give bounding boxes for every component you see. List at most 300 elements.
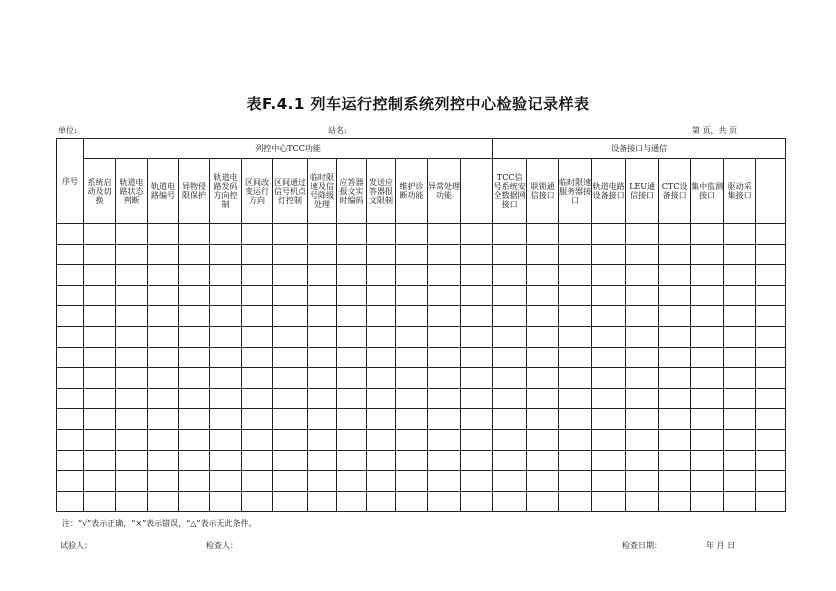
record-cell[interactable] [592, 347, 626, 368]
record-cell[interactable] [273, 429, 308, 450]
record-cell[interactable] [84, 347, 116, 368]
record-cell[interactable] [493, 368, 527, 389]
record-cell[interactable] [691, 326, 724, 347]
record-cell[interactable] [592, 409, 626, 430]
record-cell[interactable] [148, 306, 179, 327]
record-cell[interactable] [428, 450, 461, 471]
record-cell[interactable] [592, 388, 626, 409]
record-cell[interactable] [337, 306, 367, 327]
record-cell[interactable] [337, 285, 367, 306]
record-cell[interactable] [116, 409, 148, 430]
record-cell[interactable] [626, 409, 659, 430]
record-cell[interactable] [148, 347, 179, 368]
record-cell[interactable] [367, 409, 396, 430]
record-cell[interactable] [724, 368, 756, 389]
record-cell[interactable] [691, 224, 724, 245]
record-cell[interactable] [659, 491, 691, 512]
record-cell[interactable] [179, 326, 210, 347]
record-cell[interactable] [428, 388, 461, 409]
record-cell[interactable] [210, 265, 242, 286]
record-cell[interactable] [273, 244, 308, 265]
record-cell[interactable] [626, 347, 659, 368]
record-cell[interactable] [461, 471, 493, 492]
record-cell[interactable] [461, 244, 493, 265]
record-cell[interactable] [592, 265, 626, 286]
record-cell[interactable] [527, 285, 559, 306]
record-cell[interactable] [84, 471, 116, 492]
record-cell[interactable] [84, 306, 116, 327]
record-cell[interactable] [308, 471, 337, 492]
record-cell[interactable] [337, 244, 367, 265]
record-cell[interactable] [659, 388, 691, 409]
record-cell[interactable] [493, 429, 527, 450]
record-cell[interactable] [116, 265, 148, 286]
record-cell[interactable] [527, 429, 559, 450]
record-cell[interactable] [559, 265, 592, 286]
record-cell[interactable] [84, 409, 116, 430]
record-cell[interactable] [756, 347, 786, 368]
record-cell[interactable] [308, 429, 337, 450]
record-cell[interactable] [428, 265, 461, 286]
record-cell[interactable] [461, 409, 493, 430]
record-cell[interactable] [659, 306, 691, 327]
record-cell[interactable] [367, 244, 396, 265]
record-cell[interactable] [592, 285, 626, 306]
record-cell[interactable] [559, 306, 592, 327]
record-cell[interactable] [367, 388, 396, 409]
record-cell[interactable] [396, 491, 428, 512]
record-cell[interactable] [428, 368, 461, 389]
record-cell[interactable] [396, 429, 428, 450]
record-cell[interactable] [337, 409, 367, 430]
record-cell[interactable] [308, 450, 337, 471]
record-cell[interactable] [148, 409, 179, 430]
record-cell[interactable] [210, 409, 242, 430]
record-cell[interactable] [461, 368, 493, 389]
record-cell[interactable] [493, 326, 527, 347]
record-cell[interactable] [559, 224, 592, 245]
record-cell[interactable] [116, 244, 148, 265]
record-cell[interactable] [691, 306, 724, 327]
record-cell[interactable] [84, 491, 116, 512]
record-cell[interactable] [493, 491, 527, 512]
record-cell[interactable] [242, 285, 273, 306]
record-cell[interactable] [148, 450, 179, 471]
record-cell[interactable] [527, 347, 559, 368]
record-cell[interactable] [756, 224, 786, 245]
record-cell[interactable] [626, 429, 659, 450]
record-cell[interactable] [626, 388, 659, 409]
record-cell[interactable] [273, 224, 308, 245]
record-cell[interactable] [428, 326, 461, 347]
record-cell[interactable] [626, 306, 659, 327]
record-cell[interactable] [337, 429, 367, 450]
record-cell[interactable] [659, 285, 691, 306]
record-cell[interactable] [461, 429, 493, 450]
record-cell[interactable] [396, 326, 428, 347]
record-cell[interactable] [116, 347, 148, 368]
record-cell[interactable] [210, 306, 242, 327]
record-cell[interactable] [724, 491, 756, 512]
record-cell[interactable] [273, 285, 308, 306]
record-cell[interactable] [527, 244, 559, 265]
record-cell[interactable] [428, 244, 461, 265]
record-cell[interactable] [691, 450, 724, 471]
seq-cell[interactable] [57, 409, 84, 430]
record-cell[interactable] [527, 388, 559, 409]
record-cell[interactable] [148, 326, 179, 347]
seq-cell[interactable] [57, 285, 84, 306]
record-cell[interactable] [337, 326, 367, 347]
record-cell[interactable] [367, 491, 396, 512]
record-cell[interactable] [308, 347, 337, 368]
record-cell[interactable] [337, 450, 367, 471]
record-cell[interactable] [273, 450, 308, 471]
record-cell[interactable] [396, 471, 428, 492]
record-cell[interactable] [396, 265, 428, 286]
record-cell[interactable] [756, 244, 786, 265]
record-cell[interactable] [242, 326, 273, 347]
record-cell[interactable] [659, 265, 691, 286]
record-cell[interactable] [659, 347, 691, 368]
record-cell[interactable] [242, 471, 273, 492]
record-cell[interactable] [691, 347, 724, 368]
record-cell[interactable] [148, 471, 179, 492]
record-cell[interactable] [691, 368, 724, 389]
seq-cell[interactable] [57, 429, 84, 450]
seq-cell[interactable] [57, 244, 84, 265]
record-cell[interactable] [242, 429, 273, 450]
record-cell[interactable] [84, 368, 116, 389]
record-cell[interactable] [626, 285, 659, 306]
record-cell[interactable] [724, 409, 756, 430]
record-cell[interactable] [396, 285, 428, 306]
record-cell[interactable] [242, 368, 273, 389]
record-cell[interactable] [724, 347, 756, 368]
record-cell[interactable] [527, 326, 559, 347]
record-cell[interactable] [367, 368, 396, 389]
record-cell[interactable] [559, 388, 592, 409]
record-cell[interactable] [461, 224, 493, 245]
record-cell[interactable] [210, 388, 242, 409]
record-cell[interactable] [659, 409, 691, 430]
record-cell[interactable] [724, 450, 756, 471]
record-cell[interactable] [527, 368, 559, 389]
record-cell[interactable] [367, 471, 396, 492]
record-cell[interactable] [273, 491, 308, 512]
record-cell[interactable] [148, 429, 179, 450]
record-cell[interactable] [116, 388, 148, 409]
record-cell[interactable] [273, 326, 308, 347]
record-cell[interactable] [308, 306, 337, 327]
record-cell[interactable] [659, 429, 691, 450]
record-cell[interactable] [756, 368, 786, 389]
record-cell[interactable] [308, 368, 337, 389]
record-cell[interactable] [527, 265, 559, 286]
record-cell[interactable] [84, 429, 116, 450]
record-cell[interactable] [724, 429, 756, 450]
record-cell[interactable] [396, 450, 428, 471]
record-cell[interactable] [493, 409, 527, 430]
record-cell[interactable] [527, 450, 559, 471]
record-cell[interactable] [337, 265, 367, 286]
record-cell[interactable] [756, 450, 786, 471]
record-cell[interactable] [337, 471, 367, 492]
record-cell[interactable] [756, 388, 786, 409]
record-cell[interactable] [116, 224, 148, 245]
seq-cell[interactable] [57, 347, 84, 368]
record-cell[interactable] [461, 347, 493, 368]
record-cell[interactable] [659, 326, 691, 347]
record-cell[interactable] [396, 409, 428, 430]
record-cell[interactable] [210, 244, 242, 265]
record-cell[interactable] [116, 491, 148, 512]
record-cell[interactable] [493, 265, 527, 286]
record-cell[interactable] [527, 306, 559, 327]
record-cell[interactable] [527, 471, 559, 492]
record-cell[interactable] [592, 471, 626, 492]
record-cell[interactable] [493, 244, 527, 265]
record-cell[interactable] [527, 409, 559, 430]
record-cell[interactable] [428, 471, 461, 492]
record-cell[interactable] [179, 429, 210, 450]
record-cell[interactable] [308, 409, 337, 430]
record-cell[interactable] [659, 450, 691, 471]
record-cell[interactable] [396, 368, 428, 389]
record-cell[interactable] [210, 326, 242, 347]
record-cell[interactable] [756, 429, 786, 450]
record-cell[interactable] [179, 306, 210, 327]
record-cell[interactable] [308, 388, 337, 409]
record-cell[interactable] [179, 388, 210, 409]
record-cell[interactable] [592, 306, 626, 327]
record-cell[interactable] [148, 285, 179, 306]
record-cell[interactable] [210, 368, 242, 389]
record-cell[interactable] [179, 471, 210, 492]
record-cell[interactable] [367, 326, 396, 347]
record-cell[interactable] [626, 368, 659, 389]
record-cell[interactable] [756, 491, 786, 512]
record-cell[interactable] [148, 224, 179, 245]
record-cell[interactable] [84, 265, 116, 286]
seq-cell[interactable] [57, 450, 84, 471]
record-cell[interactable] [308, 326, 337, 347]
record-cell[interactable] [559, 347, 592, 368]
record-cell[interactable] [724, 265, 756, 286]
record-cell[interactable] [559, 450, 592, 471]
record-cell[interactable] [756, 409, 786, 430]
record-cell[interactable] [367, 347, 396, 368]
record-cell[interactable] [691, 265, 724, 286]
record-cell[interactable] [592, 491, 626, 512]
record-cell[interactable] [210, 450, 242, 471]
seq-cell[interactable] [57, 471, 84, 492]
record-cell[interactable] [210, 224, 242, 245]
seq-cell[interactable] [57, 388, 84, 409]
record-cell[interactable] [148, 244, 179, 265]
record-cell[interactable] [179, 285, 210, 306]
record-cell[interactable] [592, 224, 626, 245]
record-cell[interactable] [396, 347, 428, 368]
record-cell[interactable] [559, 368, 592, 389]
record-cell[interactable] [367, 429, 396, 450]
record-cell[interactable] [592, 450, 626, 471]
record-cell[interactable] [84, 285, 116, 306]
record-cell[interactable] [179, 491, 210, 512]
record-cell[interactable] [179, 368, 210, 389]
seq-cell[interactable] [57, 491, 84, 512]
record-cell[interactable] [367, 450, 396, 471]
record-cell[interactable] [210, 347, 242, 368]
record-cell[interactable] [396, 306, 428, 327]
record-cell[interactable] [493, 347, 527, 368]
record-cell[interactable] [148, 265, 179, 286]
record-cell[interactable] [367, 224, 396, 245]
record-cell[interactable] [337, 347, 367, 368]
record-cell[interactable] [724, 388, 756, 409]
record-cell[interactable] [659, 471, 691, 492]
record-cell[interactable] [337, 388, 367, 409]
record-cell[interactable] [461, 326, 493, 347]
record-cell[interactable] [428, 409, 461, 430]
record-cell[interactable] [242, 409, 273, 430]
record-cell[interactable] [691, 491, 724, 512]
record-cell[interactable] [273, 368, 308, 389]
record-cell[interactable] [592, 368, 626, 389]
record-cell[interactable] [148, 491, 179, 512]
seq-cell[interactable] [57, 224, 84, 245]
record-cell[interactable] [367, 265, 396, 286]
record-cell[interactable] [626, 224, 659, 245]
record-cell[interactable] [210, 285, 242, 306]
record-cell[interactable] [691, 429, 724, 450]
record-cell[interactable] [273, 409, 308, 430]
record-cell[interactable] [493, 450, 527, 471]
record-cell[interactable] [116, 450, 148, 471]
record-cell[interactable] [179, 265, 210, 286]
record-cell[interactable] [626, 265, 659, 286]
record-cell[interactable] [626, 450, 659, 471]
record-cell[interactable] [84, 326, 116, 347]
record-cell[interactable] [756, 326, 786, 347]
record-cell[interactable] [559, 326, 592, 347]
record-cell[interactable] [461, 491, 493, 512]
record-cell[interactable] [626, 471, 659, 492]
record-cell[interactable] [493, 306, 527, 327]
record-cell[interactable] [493, 285, 527, 306]
record-cell[interactable] [396, 244, 428, 265]
record-cell[interactable] [559, 285, 592, 306]
record-cell[interactable] [337, 491, 367, 512]
record-cell[interactable] [308, 265, 337, 286]
record-cell[interactable] [396, 388, 428, 409]
record-cell[interactable] [461, 306, 493, 327]
seq-cell[interactable] [57, 306, 84, 327]
record-cell[interactable] [308, 491, 337, 512]
record-cell[interactable] [559, 491, 592, 512]
record-cell[interactable] [428, 347, 461, 368]
record-cell[interactable] [461, 388, 493, 409]
seq-cell[interactable] [57, 265, 84, 286]
record-cell[interactable] [592, 244, 626, 265]
record-cell[interactable] [308, 244, 337, 265]
record-cell[interactable] [724, 306, 756, 327]
record-cell[interactable] [367, 306, 396, 327]
record-cell[interactable] [84, 244, 116, 265]
record-cell[interactable] [756, 285, 786, 306]
record-cell[interactable] [179, 224, 210, 245]
record-cell[interactable] [116, 368, 148, 389]
record-cell[interactable] [691, 409, 724, 430]
record-cell[interactable] [724, 285, 756, 306]
record-cell[interactable] [461, 265, 493, 286]
record-cell[interactable] [691, 285, 724, 306]
record-cell[interactable] [242, 491, 273, 512]
record-cell[interactable] [592, 429, 626, 450]
record-cell[interactable] [461, 285, 493, 306]
record-cell[interactable] [626, 491, 659, 512]
record-cell[interactable] [626, 326, 659, 347]
record-cell[interactable] [559, 244, 592, 265]
record-cell[interactable] [242, 265, 273, 286]
record-cell[interactable] [148, 368, 179, 389]
record-cell[interactable] [337, 368, 367, 389]
record-cell[interactable] [527, 491, 559, 512]
record-cell[interactable] [493, 224, 527, 245]
record-cell[interactable] [242, 244, 273, 265]
record-cell[interactable] [724, 326, 756, 347]
record-cell[interactable] [724, 244, 756, 265]
seq-cell[interactable] [57, 326, 84, 347]
record-cell[interactable] [84, 224, 116, 245]
record-cell[interactable] [428, 306, 461, 327]
record-cell[interactable] [242, 347, 273, 368]
record-cell[interactable] [461, 450, 493, 471]
record-cell[interactable] [626, 244, 659, 265]
record-cell[interactable] [756, 471, 786, 492]
record-cell[interactable] [116, 471, 148, 492]
record-cell[interactable] [756, 265, 786, 286]
record-cell[interactable] [210, 471, 242, 492]
record-cell[interactable] [210, 429, 242, 450]
record-cell[interactable] [724, 224, 756, 245]
record-cell[interactable] [273, 265, 308, 286]
record-cell[interactable] [559, 409, 592, 430]
record-cell[interactable] [116, 326, 148, 347]
record-cell[interactable] [179, 450, 210, 471]
record-cell[interactable] [242, 388, 273, 409]
record-cell[interactable] [116, 285, 148, 306]
record-cell[interactable] [367, 285, 396, 306]
record-cell[interactable] [493, 388, 527, 409]
seq-cell[interactable] [57, 368, 84, 389]
record-cell[interactable] [242, 224, 273, 245]
record-cell[interactable] [691, 388, 724, 409]
record-cell[interactable] [273, 471, 308, 492]
record-cell[interactable] [428, 429, 461, 450]
record-cell[interactable] [592, 326, 626, 347]
record-cell[interactable] [273, 388, 308, 409]
record-cell[interactable] [691, 244, 724, 265]
record-cell[interactable] [659, 224, 691, 245]
record-cell[interactable] [756, 306, 786, 327]
record-cell[interactable] [179, 347, 210, 368]
record-cell[interactable] [428, 224, 461, 245]
record-cell[interactable] [659, 368, 691, 389]
record-cell[interactable] [84, 388, 116, 409]
record-cell[interactable] [148, 388, 179, 409]
record-cell[interactable] [116, 306, 148, 327]
